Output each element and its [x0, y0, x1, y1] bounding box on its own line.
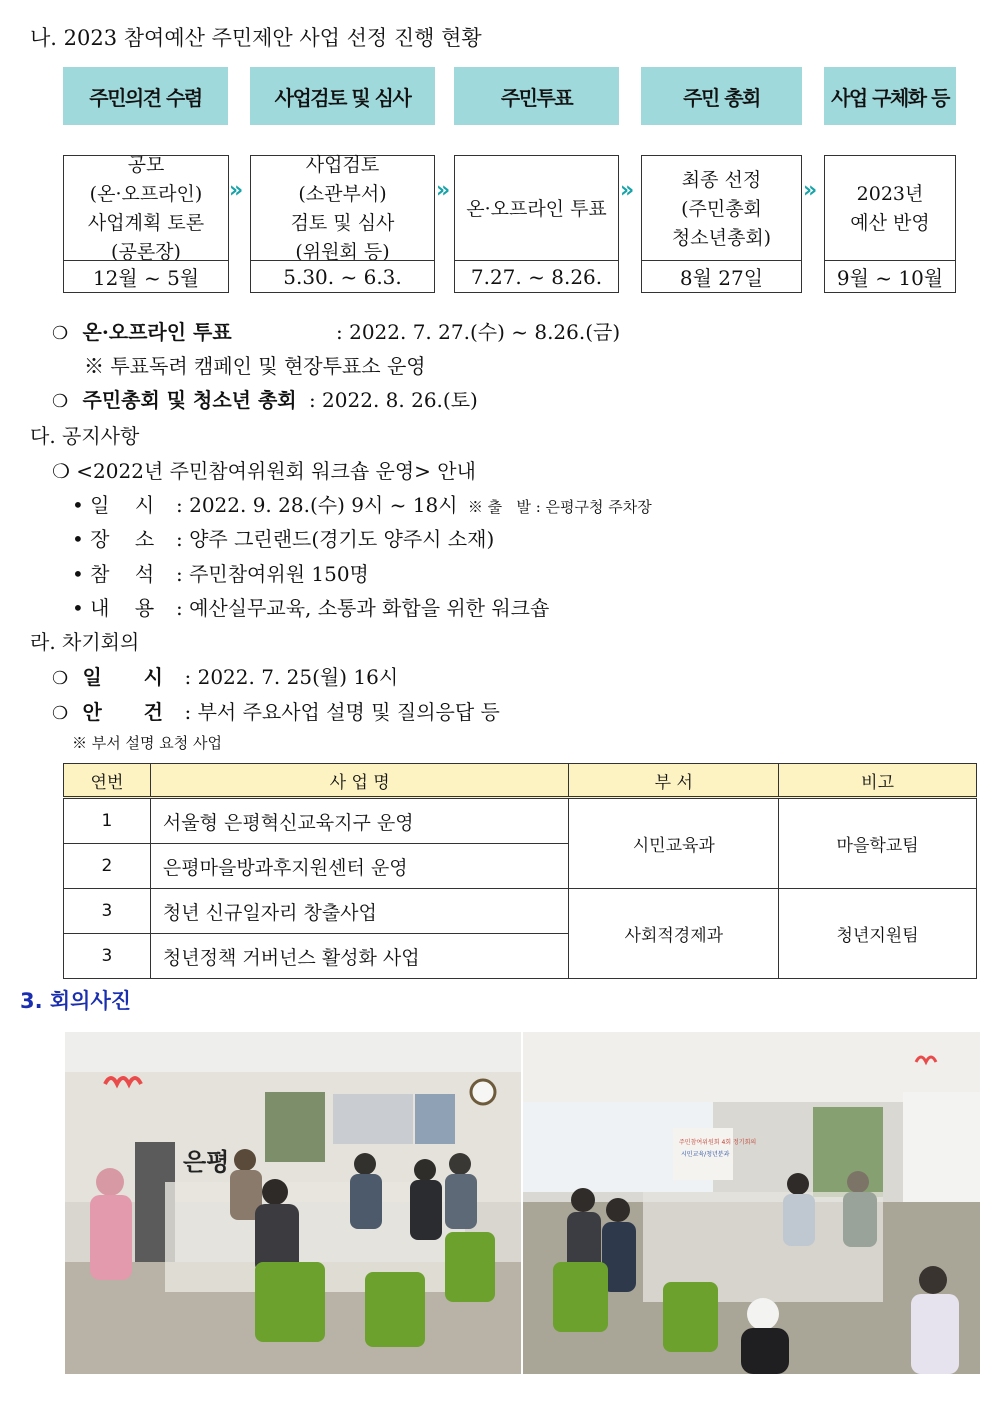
flow-stage-5-head: 사업 구체화 등 — [824, 67, 956, 125]
notice-detail-time — [72, 489, 652, 518]
flow-stage-2-desc: 사업검토 (소관부서) 검토 및 심사 (위원회 등) — [290, 154, 395, 263]
flow-stage-5-date: 9월 ~ 10월 — [825, 260, 955, 292]
row-no: 1 — [64, 798, 151, 844]
header-no: 연번 — [64, 764, 151, 798]
bullet-icon: ❍ — [52, 323, 69, 344]
table-header-row — [64, 764, 977, 798]
header-note: 비고 — [779, 764, 977, 798]
voting-label: 온·오프라인 투표 — [82, 320, 232, 344]
next-meeting-label: 일 시 — [82, 665, 163, 689]
voting-value: : 2022. 7. 27.(수) ~ 8.26.(금) — [336, 320, 621, 344]
section-ra-title: 라. 차기회의 — [30, 630, 140, 654]
flow-stage-2-box — [250, 155, 435, 293]
banner-line-2: 시민교육/청년분과 — [681, 1151, 730, 1158]
bullet-icon: ❍ — [52, 668, 69, 689]
flow-stage-5-desc: 2023년 예산 반영 — [850, 183, 930, 234]
detail-label: • 참 석 — [72, 562, 155, 586]
notice-item: ❍ <2022년 주민참여위원회 워크숍 운영> 안내 — [52, 459, 476, 483]
row-note: 청년지원팀 — [779, 889, 977, 979]
detail-label: • 장 소 — [72, 527, 155, 551]
bullet-icon: ❍ — [52, 391, 69, 412]
flow-stage-1-box — [63, 155, 229, 293]
flow-stage-1-date: 12월 ~ 5월 — [64, 260, 228, 292]
flow-arrow-icon: » — [803, 178, 818, 203]
row-name: 서울형 은평혁신교육지구 운영 — [150, 798, 569, 844]
row-no: 3 — [64, 889, 151, 934]
notice-detail-place — [72, 523, 494, 552]
flow-stage-3-head: 주민투표 — [454, 67, 619, 125]
detail-value: : 양주 그린랜드(경기도 양주시 소재) — [176, 527, 495, 551]
table-row — [64, 889, 977, 934]
header-name: 사 업 명 — [150, 764, 569, 798]
project-table — [63, 763, 977, 979]
assembly-line — [52, 384, 478, 413]
flow-stage-3-box — [454, 155, 619, 293]
next-meeting-value: : 부서 주요사업 설명 및 질의응답 등 — [184, 700, 500, 724]
detail-value: : 예산실무교육, 소통과 화합을 위한 워크숍 — [176, 596, 550, 620]
next-meeting-note: ※ 부서 설명 요청 사업 — [72, 734, 222, 752]
notice-detail-content — [72, 592, 549, 621]
row-no: 3 — [64, 934, 151, 979]
next-meeting-label: 안 건 — [82, 700, 163, 724]
flow-stage-4-desc: 최종 선정 (주민총회 청소년총회) — [671, 168, 772, 249]
notice-detail-attendees — [72, 558, 369, 587]
row-name: 청년정책 거버넌스 활성화 사업 — [150, 934, 569, 979]
flow-stage-3-date: 7.27. ~ 8.26. — [455, 260, 618, 292]
assembly-value: : 2022. 8. 26.(토) — [308, 388, 478, 412]
section-3-title: 3. 회의사진 — [20, 989, 132, 1013]
section-na-title: 나. 2023 참여예산 주민제안 사업 선정 진행 현황 — [30, 26, 482, 50]
flow-stage-4-date: 8월 27일 — [642, 260, 801, 292]
row-name: 은평마을방과후지원센터 운영 — [150, 844, 569, 889]
row-name: 청년 신규일자리 창출사업 — [150, 889, 569, 934]
flow-stage-1-desc: 공모 (온·오프라인) 사업계획 토론 (공론장) — [87, 154, 205, 263]
bullet-icon: ❍ — [52, 703, 69, 724]
detail-label: • 일 시 — [72, 493, 155, 517]
banner-line-1: 주민참여위원회 4회 정기회의 — [679, 1139, 757, 1146]
header-dept: 부 서 — [569, 764, 779, 798]
section-da-title: 다. 공지사항 — [30, 424, 140, 448]
detail-extra: ※ 출 발 : 은평구청 주차장 — [467, 498, 652, 516]
voting-line — [52, 316, 232, 345]
detail-value: : 2022. 9. 28.(수) 9시 ~ 18시 — [176, 493, 458, 517]
meeting-photo-left — [65, 1032, 521, 1374]
detail-value: : 주민참여위원 150명 — [176, 562, 369, 586]
row-dept: 사회적경제과 — [569, 889, 779, 979]
logo-text: 은평 — [183, 1148, 230, 1176]
flow-stage-2-head: 사업검토 및 심사 — [250, 67, 435, 125]
flow-arrow-icon: » — [229, 178, 244, 203]
row-no: 2 — [64, 844, 151, 889]
next-meeting-agenda — [52, 696, 500, 725]
flow-arrow-icon: » — [436, 178, 451, 203]
voting-note: ※ 투표독려 캠페인 및 현장투표소 운영 — [84, 354, 426, 378]
flow-stage-5-box — [824, 155, 956, 293]
next-meeting-time — [52, 661, 398, 690]
flow-stage-4-head: 주민 총회 — [641, 67, 802, 125]
detail-label: • 내 용 — [72, 596, 155, 620]
flow-stage-4-box — [641, 155, 802, 293]
flow-stage-1-head: 주민의견 수렴 — [63, 67, 228, 125]
row-note: 마을학교팀 — [779, 798, 977, 889]
flow-stage-2-date: 5.30. ~ 6.3. — [251, 260, 434, 292]
row-dept: 시민교육과 — [569, 798, 779, 889]
meeting-photo-right — [523, 1032, 980, 1374]
table-row — [64, 798, 977, 844]
assembly-label: 주민총회 및 청소년 총회 — [82, 388, 297, 412]
flow-stage-3-desc: 온·오프라인 투표 — [466, 197, 607, 220]
next-meeting-value: : 2022. 7. 25(월) 16시 — [184, 665, 399, 689]
flow-arrow-icon: » — [620, 178, 635, 203]
